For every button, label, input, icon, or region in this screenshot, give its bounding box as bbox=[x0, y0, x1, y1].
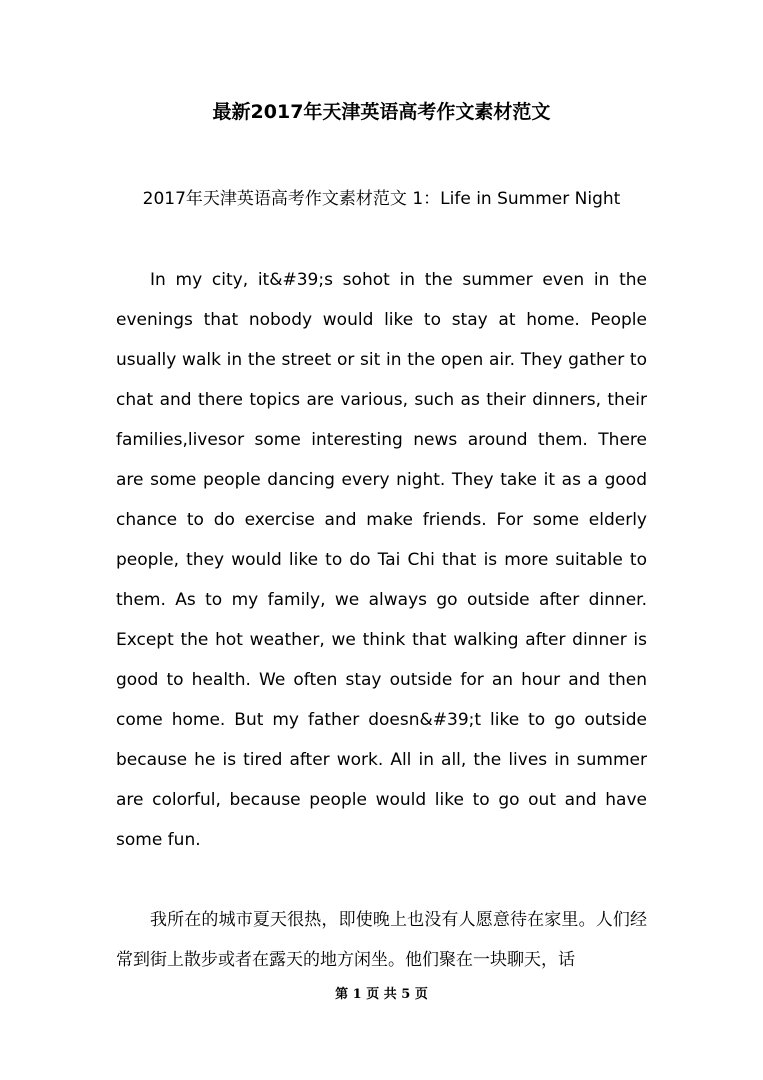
chinese-paragraph: 我所在的城市夏天很热，即使晚上也没有人愿意待在家里。人们经常到街上散步或者在露天的地方闲坐。他们聚在一块聊天，话 bbox=[116, 910, 647, 970]
essay-heading: 2017年天津英语高考作文素材范文 1：Life in Summer Night bbox=[142, 189, 621, 209]
page-footer: 第 1 页 共 5 页 bbox=[335, 987, 428, 1002]
document-title: 最新2017年天津英语高考作文素材范文 bbox=[212, 101, 551, 123]
english-paragraph: In my city, it&#39;s sohot in the summer even in the evenings that nobody would like to stay at home. People usually walk in the street or sit in the open air. They gather to chat and there topics are various, such as their dinners, their families,livesor some interesting news around them. There are some people dancing every night. They take it as a good chance to do exercise and make friends. For some elderly people, they would like to do Tai Chi that is more suitable to them. As to my family, we always go outside after dinner. Except the hot weather, we think that walking after dinner is good to health. We often stay outside for an hour and then come home. But my father doesn&#39;t like to go outside because he is tired after work. All in all, the lives in summer are colorful, because people would like to go out and have some fun. bbox=[116, 270, 647, 850]
